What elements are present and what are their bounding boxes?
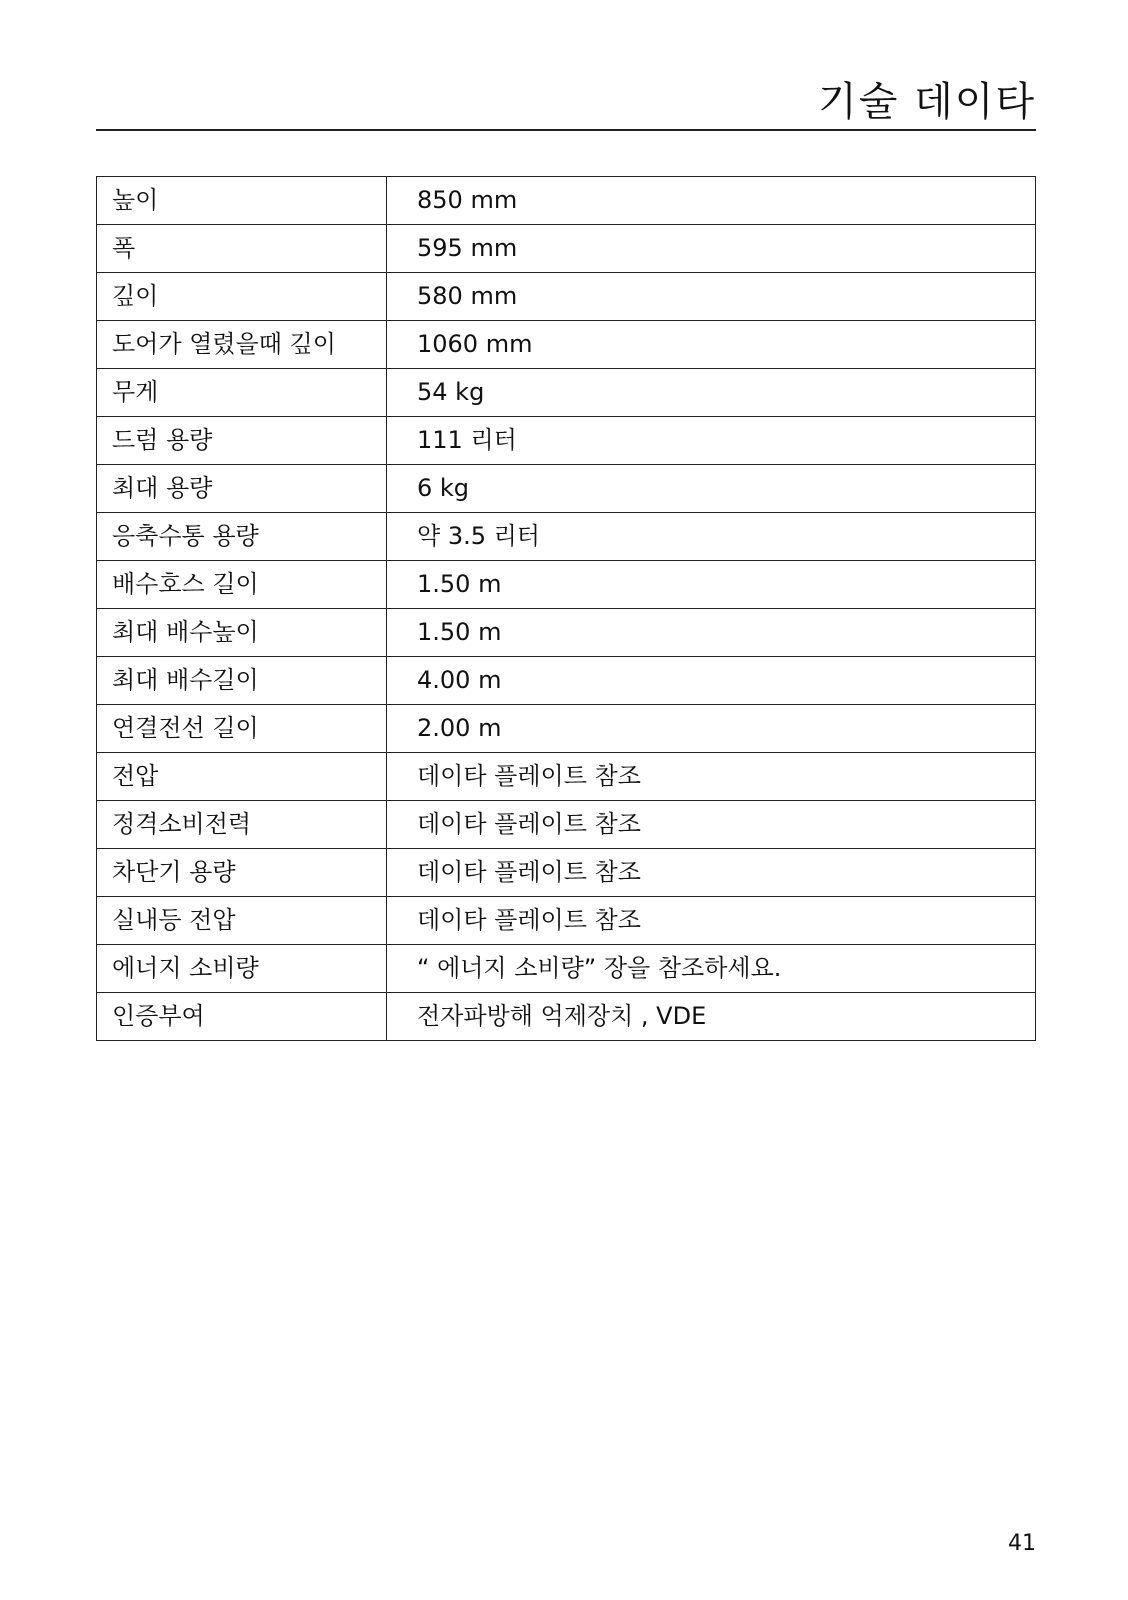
spec-value: 595 mm xyxy=(387,225,1036,273)
table-row xyxy=(97,705,1036,753)
table-row xyxy=(97,465,1036,513)
technical-data-table xyxy=(96,176,1036,1041)
spec-label: 배수호스 길이 xyxy=(97,561,387,609)
spec-label: 높이 xyxy=(97,177,387,225)
spec-value: 1.50 m xyxy=(387,609,1036,657)
spec-label: 실내등 전압 xyxy=(97,897,387,945)
page-title: 기술 데이타 xyxy=(818,79,1036,125)
table-row xyxy=(97,321,1036,369)
table-row xyxy=(97,993,1036,1041)
table-row xyxy=(97,177,1036,225)
spec-value: 850 mm xyxy=(387,177,1036,225)
spec-label: 깊이 xyxy=(97,273,387,321)
page-number: 41 xyxy=(1008,1531,1036,1556)
spec-value: 6 kg xyxy=(387,465,1036,513)
spec-value: 데이타 플레이트 참조 xyxy=(387,849,1036,897)
spec-label: 전압 xyxy=(97,753,387,801)
spec-label: 에너지 소비량 xyxy=(97,945,387,993)
table-row xyxy=(97,849,1036,897)
spec-label: 정격소비전력 xyxy=(97,801,387,849)
spec-label: 인증부여 xyxy=(97,993,387,1041)
table-row xyxy=(97,417,1036,465)
spec-value: 1060 mm xyxy=(387,321,1036,369)
table-row xyxy=(97,513,1036,561)
table-row xyxy=(97,369,1036,417)
spec-value: 데이타 플레이트 참조 xyxy=(387,801,1036,849)
table-row xyxy=(97,561,1036,609)
spec-value: 약 3.5 리터 xyxy=(387,513,1036,561)
spec-label: 최대 용량 xyxy=(97,465,387,513)
spec-value: 2.00 m xyxy=(387,705,1036,753)
table-row xyxy=(97,897,1036,945)
spec-value: 4.00 m xyxy=(387,657,1036,705)
table-row xyxy=(97,945,1036,993)
table-row xyxy=(97,609,1036,657)
spec-value: 580 mm xyxy=(387,273,1036,321)
spec-label: 응축수통 용량 xyxy=(97,513,387,561)
spec-value: 데이타 플레이트 참조 xyxy=(387,753,1036,801)
table-row xyxy=(97,801,1036,849)
spec-label: 무게 xyxy=(97,369,387,417)
table-row xyxy=(97,657,1036,705)
title-divider xyxy=(96,129,1036,131)
spec-label: 도어가 열렸을때 깊이 xyxy=(97,321,387,369)
spec-label: 차단기 용량 xyxy=(97,849,387,897)
spec-label: 드럼 용량 xyxy=(97,417,387,465)
table-row xyxy=(97,273,1036,321)
table-row xyxy=(97,753,1036,801)
spec-value: 데이타 플레이트 참조 xyxy=(387,897,1036,945)
spec-label: 연결전선 길이 xyxy=(97,705,387,753)
spec-value: 54 kg xyxy=(387,369,1036,417)
spec-value: “ 에너지 소비량” 장을 참조하세요. xyxy=(387,945,1036,993)
spec-label: 최대 배수길이 xyxy=(97,657,387,705)
table-row xyxy=(97,225,1036,273)
spec-value: 1.50 m xyxy=(387,561,1036,609)
spec-value: 111 리터 xyxy=(387,417,1036,465)
spec-label: 최대 배수높이 xyxy=(97,609,387,657)
spec-value: 전자파방해 억제장치 , VDE xyxy=(387,993,1036,1041)
spec-label: 폭 xyxy=(97,225,387,273)
